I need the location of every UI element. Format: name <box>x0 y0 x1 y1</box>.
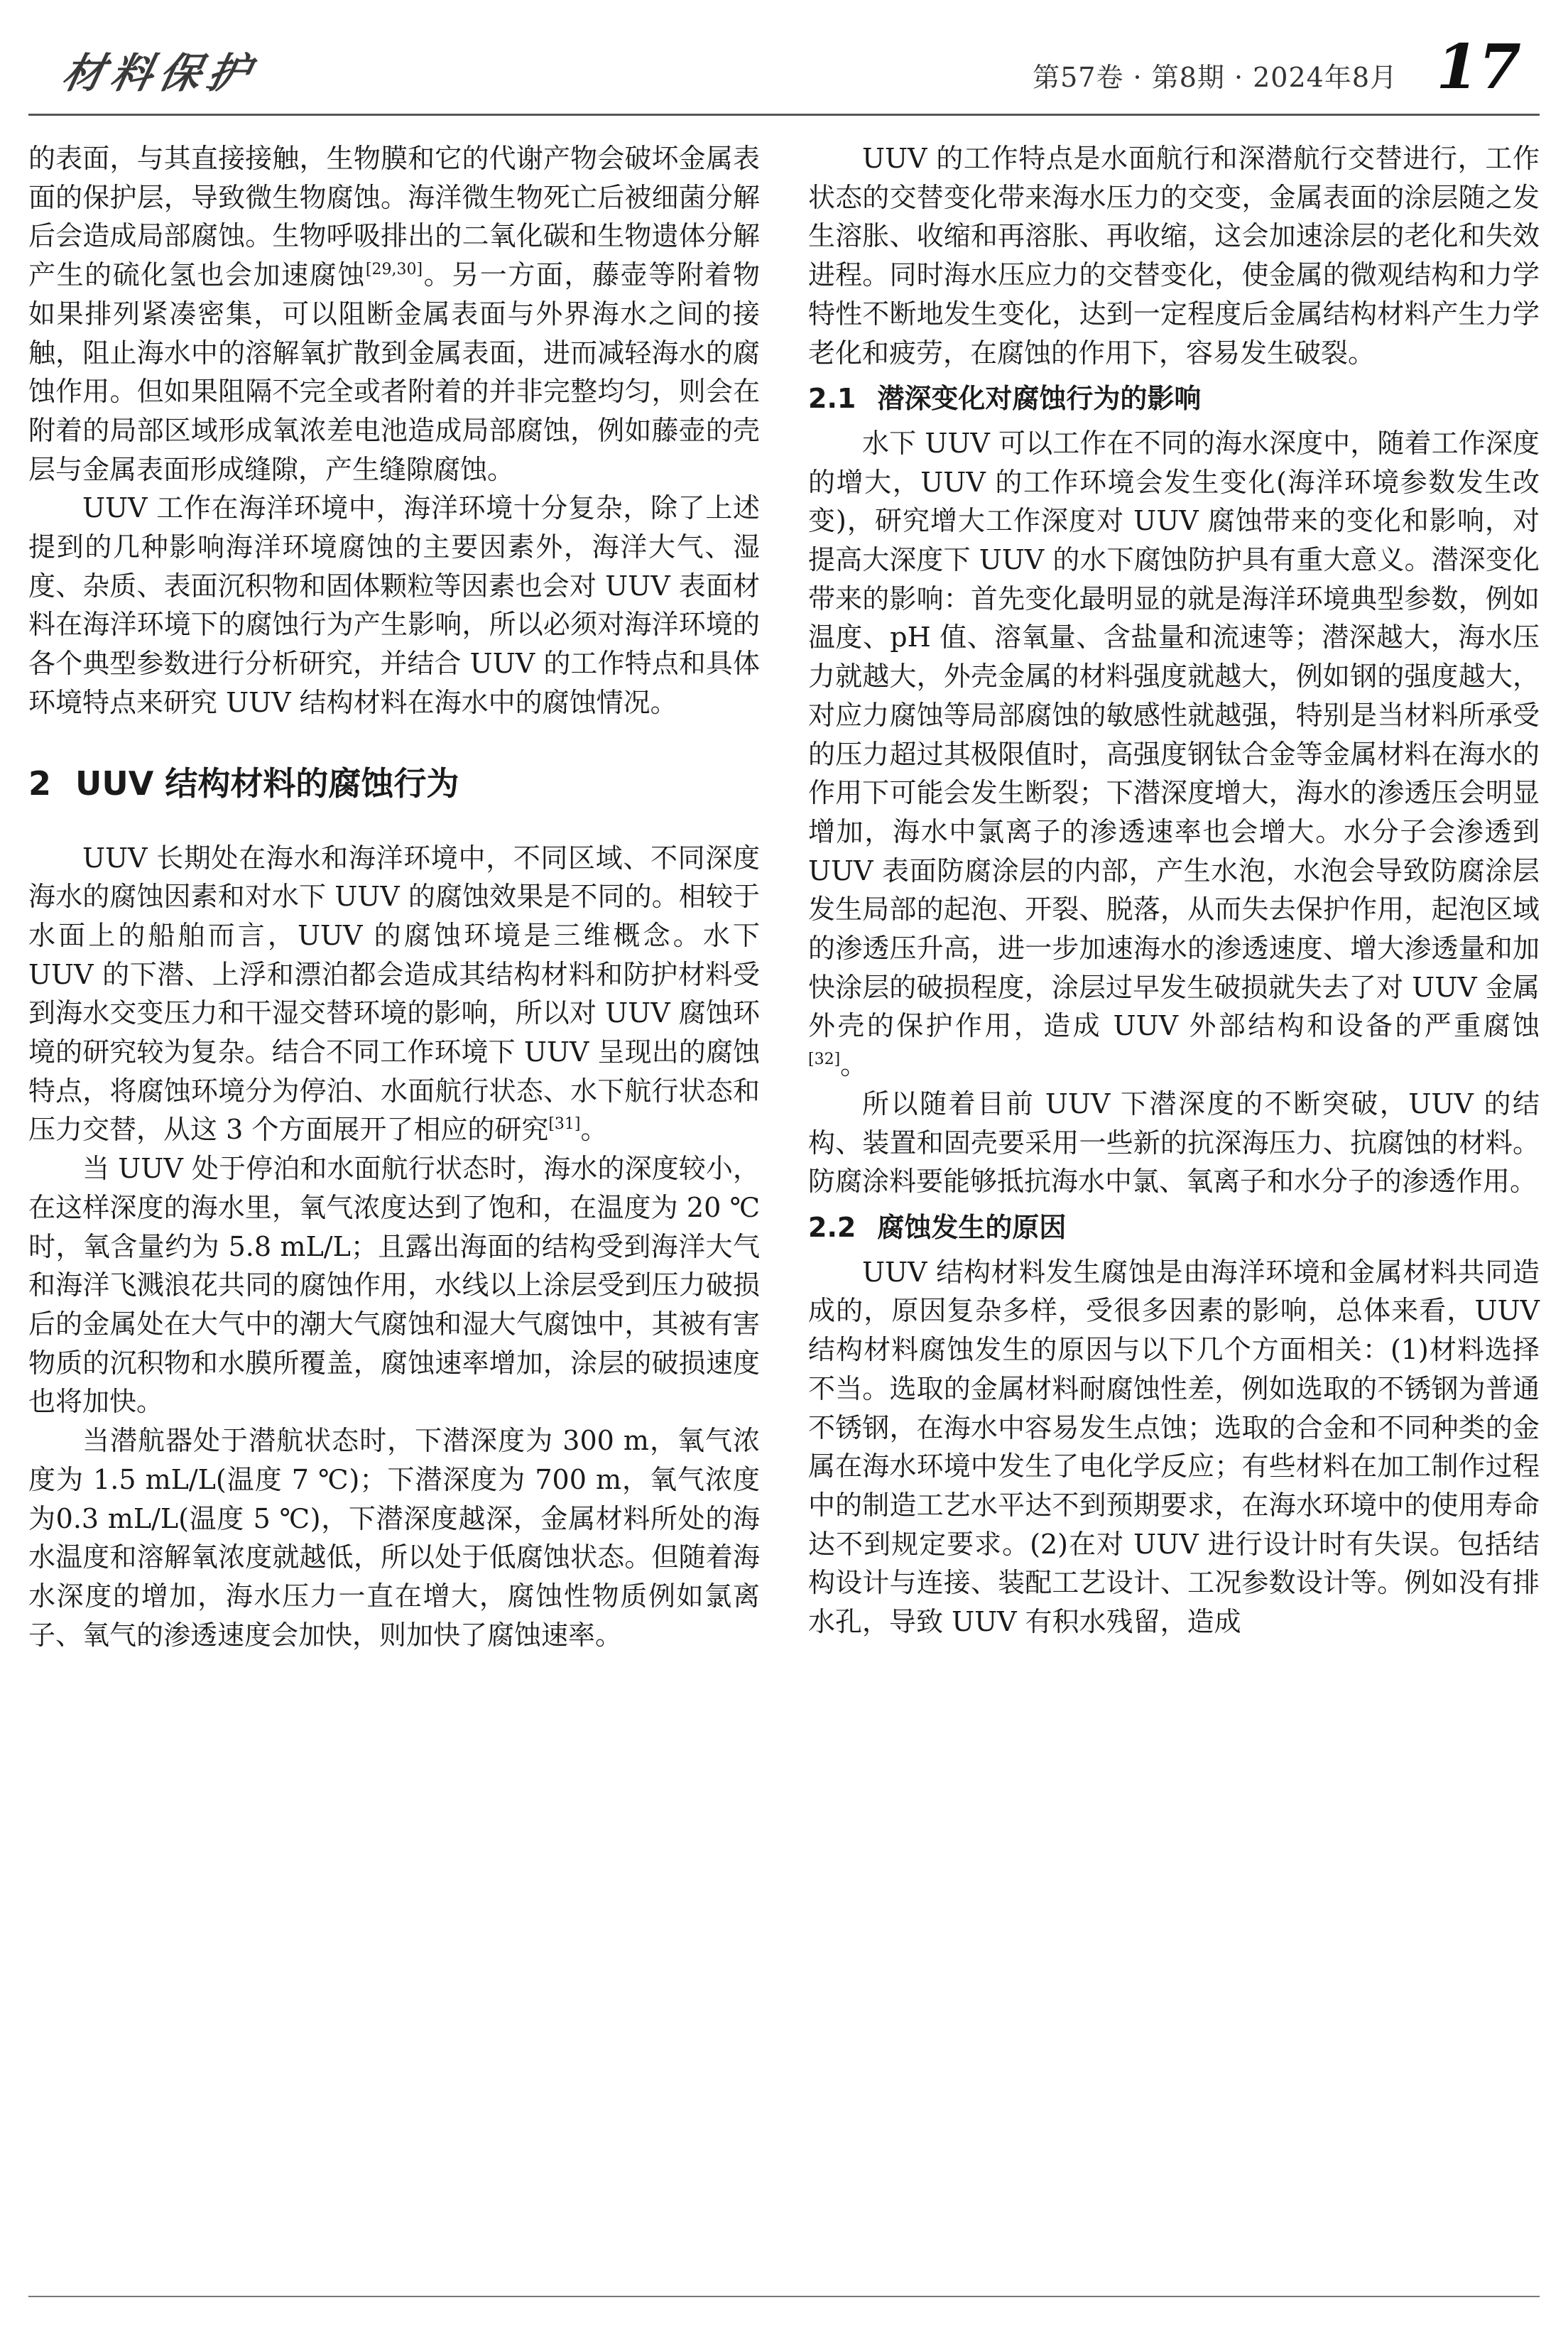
citation: [32] <box>808 1051 841 1069</box>
subsection-heading: 2.2 腐蚀发生的原因 <box>808 1211 1067 1243</box>
footer-rule <box>28 2296 1540 2297</box>
paragraph: 当 UUV 处于停泊和水面航行状态时，海水的深度较小，在这样深度的海水里，氧气浓度达到了饱和，在温度为 20 ℃时，氧含量约为 5.8 mL/L；且露出海面的结构受到海洋大气和海洋飞溅浪花共同的腐蚀作用，水线以上涂层受到压力破损后的金属处在大气中的潮大气腐蚀和湿大气腐蚀中，其被有害物质的沉积物和水膜所覆盖，腐蚀速率增加，涂层的破损速度也将加快。 <box>28 1153 760 1418</box>
paragraph: UUV 结构材料发生腐蚀是由海洋环境和金属材料共同造成的，原因复杂多样，受很多因素的影响，总体来看，UUV 结构材料腐蚀发生的原因与以下几个方面相关：(1)材料选择不当。选取的金属材料耐腐蚀性差，例如选取的不锈钢为普通不锈钢，在海水中容易发生点蚀；选取的合金和不同种类的金属在海水环境中发生了电化学反应；有些材料在加工制作过程中的制造工艺水平达不到预期要求，在海水环境中的使用寿命达不到规定要求。(2)在对 UUV 进行设计时有失误。包括结构设计与连接、装配工艺设计、工况参数设计等。例如没有排水孔，导致 UUV 有积水残留，造成 <box>808 1256 1540 1638</box>
left-column <box>28 139 760 1654</box>
journal-logo: 材料保护 <box>58 49 262 97</box>
paragraph: UUV 的工作特点是水面航行和深潜航行交替进行，工作状态的交替变化带来海水压力的交变，金属表面的涂层随之发生溶胀、收缩和再溶胀、再收缩，这会加速涂层的老化和失效进程。同时海水压应力的交替变化，使金属的微观结构和力学特性不断地发生变化，达到一定程度后金属结构材料产生力学老化和疲劳，在腐蚀的作用下，容易发生破裂。 <box>808 143 1540 369</box>
issue-info: 第57卷 · 第8期 · 2024年8月 <box>1033 62 1398 93</box>
section-heading: 2 UUV 结构材料的腐蚀行为 <box>28 764 459 803</box>
paragraph: 当潜航器处于潜航状态时，下潜深度为 300 m，氧气浓度为 1.5 mL/L(温度 7 ℃)；下潜深度为 700 m，氧气浓度为0.3 mL/L(温度 5 ℃)，下潜深度越深，金属材料所处的海水温度和溶解氧浓度就越低，所以处于低腐蚀状态。但随着海水深度的增加，海水压力一直在增大，腐蚀性物质例如氯离子、氧气的渗透速度会加快，则加快了腐蚀速率。 <box>28 1425 760 1651</box>
page-header <box>28 28 1540 107</box>
citation: [29,30] <box>365 261 423 279</box>
subsection-heading: 2.1 潜深变化对腐蚀行为的影响 <box>808 383 1202 415</box>
paragraph: 的表面，与其直接接触，生物膜和它的代谢产物会破坏金属表面的保护层，导致微生物腐蚀。海洋微生物死亡后被细菌分解后会造成局部腐蚀。生物呼吸排出的二氧化碳和生物遗体分解产生的硫化氢也会加速腐蚀[29,30]。另一方面，藤壶等附着物如果排列紧凑密集，可以阻断金属表面与外界海水之间的接触，阻止海水中的溶解氧扩散到金属表面，进而减轻海水的腐蚀作用。但如果阻隔不完全或者附着的并非完整均匀，则会在附着的局部区域形成氧浓差电池造成局部腐蚀，例如藤壶的壳层与金属表面形成缝隙，产生缝隙腐蚀。 <box>28 143 760 485</box>
paragraph: UUV 长期处在海水和海洋环境中，不同区域、不同深度海水的腐蚀因素和对水下 UUV 的腐蚀效果是不同的。相较于水面上的船舶而言，UUV 的腐蚀环境是三维概念。水下 UUV 的下潜、上浮和漂泊都会造成其结构材料和防护材料受到海水交变压力和干湿交替环境的影响，所以对 UUV 腐蚀环境的研究较为复杂。结合不同工作环境下 UUV 呈现出的腐蚀特点，将腐蚀环境分为停泊、水面航行状态、水下航行状态和压力交替，从这 3 个方面展开了相应的研究[31]。 <box>28 842 760 1146</box>
citation: [31] <box>548 1115 581 1134</box>
right-column <box>808 139 1540 1642</box>
paragraph: UUV 工作在海洋环境中，海洋环境十分复杂，除了上述提到的几种影响海洋环境腐蚀的主要因素外，海洋大气、湿度、杂质、表面沉积物和固体颗粒等因素也会对 UUV 表面材料在海洋环境下的腐蚀行为产生影响，所以必须对海洋环境的各个典型参数进行分析研究，并结合 UUV 的工作特点和具体环境特点来研究 UUV 结构材料在海水中的腐蚀情况。 <box>28 492 760 718</box>
paragraph: 所以随着目前 UUV 下潜深度的不断突破，UUV 的结构、装置和固壳要采用一些新的抗深海压力、抗腐蚀的材料。防腐涂料要能够抵抗海水中氯、氧离子和水分子的渗透作用。 <box>808 1088 1540 1198</box>
header-rule <box>28 114 1540 116</box>
paragraph: 水下 UUV 可以工作在不同的海水深度中，随着工作深度的增大，UUV 的工作环境会发生变化(海洋环境参数发生改变)，研究增大工作深度对 UUV 腐蚀带来的变化和影响，对提高大深度下 UUV 的水下腐蚀防护具有重大意义。潜深变化带来的影响：首先变化最明显的就是海洋环境典型参数，例如温度、pH 值、溶氧量、含盐量和流速等；潜深越大，海水压力就越大，外壳金属的材料强度就越大，例如钢的强度越大，对应力腐蚀等局部腐蚀的敏感性就越强，特别是当材料所承受的压力超过其极限值时，高强度钢钛合金等金属材料在海水的作用下可能会发生断裂；下潜深度增大，海水的渗透压会明显增加，海水中氯离子的渗透速率也会增大。水分子会渗透到 UUV 表面防腐涂层的内部，产生水泡，水泡会导致防腐涂层发生局部的起泡、开裂、脱落，从而失去保护作用，起泡区域的渗透压升高，进一步加速海水的渗透速度、增大渗透量和加快涂层的破损程度，涂层过早发生破损就失去了对 UUV 金属外壳的保护作用，造成 UUV 外部结构和设备的严重腐蚀[32]。 <box>808 427 1540 1081</box>
page-number: 17 <box>1436 31 1521 103</box>
